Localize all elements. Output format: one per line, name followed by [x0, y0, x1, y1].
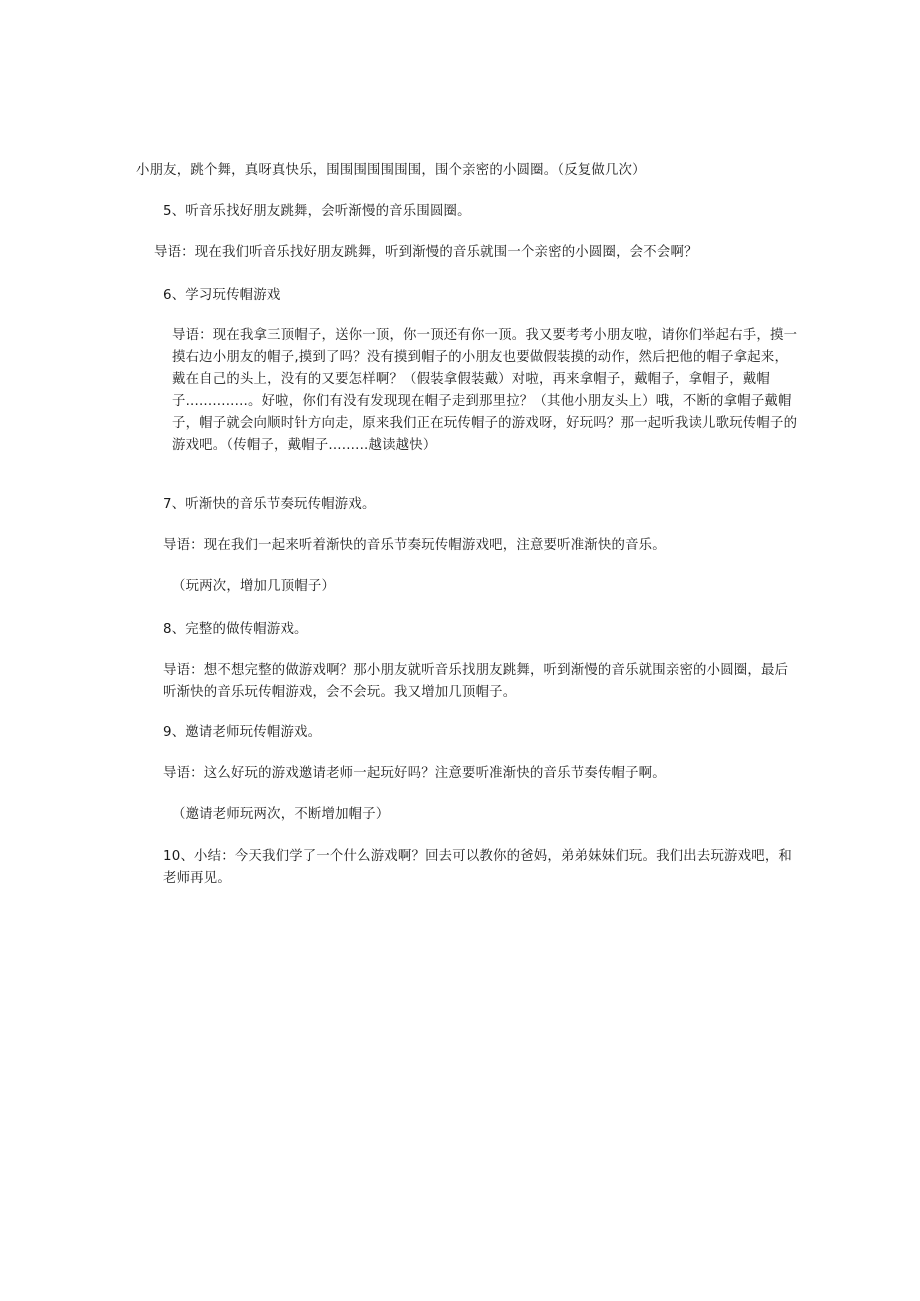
step-9-note: （邀请老师玩两次，不断增加帽子） [172, 807, 390, 822]
step-8-guide [136, 660, 796, 704]
step-7-heading: 7、听渐快的音乐节奏玩传帽游戏。 [163, 497, 376, 512]
step-9-heading: 9、邀请老师玩传帽游戏。 [163, 725, 322, 740]
step-5-heading: 5、听音乐找好朋友跳舞，会听渐慢的音乐围圆圈。 [163, 204, 471, 219]
step-10-summary-text: 10、小结：今天我们学了一个什么游戏啊？回去可以教你的爸妈，弟弟妹妹们玩。我们出去玩游戏吧，和老师再见。 [163, 849, 793, 886]
step-6-guide-text: 导语：现在我拿三顶帽子，送你一顶，你一顶还有你一顶。我又要考考小朋友啦，请你们举起右手，摸一摸右边小朋友的帽子,摸到了吗？没有摸到帽子的小朋友也要做假装摸的动作，然后把他的帽子拿起来，戴在自己的头上，没有的又要怎样啊？（假装拿假装戴）对啦，再来拿帽子，戴帽子，拿帽子，戴帽子..............。好啦，你们有没有发现现在帽子走到那里拉？（其他小朋友头上）哦，不断的拿帽子戴帽子，帽子就会向顺时针方向走，原来我们正在玩传帽子的游戏呀，好玩吗？那一起听我读儿歌玩传帽子的游戏吧。（传帽子，戴帽子.........越读越快） [172, 328, 798, 453]
step-10-summary [136, 846, 796, 890]
step-6-heading: 6、学习玩传帽游戏 [163, 288, 281, 303]
step-7-guide: 导语：现在我们一起来听着渐快的音乐节奏玩传帽游戏吧，注意要听准渐快的音乐。 [163, 538, 666, 553]
step-8-heading: 8、完整的做传帽游戏。 [163, 622, 308, 637]
step-8-guide-text: 导语：想不想完整的做游戏啊？那小朋友就听音乐找朋友跳舞，听到渐慢的音乐就围亲密的小圆圈，最后听渐快的音乐玩传帽游戏，会不会玩。我又增加几顶帽子。 [163, 663, 789, 700]
step-5-guide: 导语：现在我们听音乐找好朋友跳舞，听到渐慢的音乐就围一个亲密的小圆圈，会不会啊？ [154, 245, 698, 260]
step-7-note: （玩两次，增加几顶帽子） [172, 579, 336, 594]
step-6-guide [136, 325, 800, 457]
paragraph-song-lyrics: 小朋友，跳个舞，真呀真快乐，围围围围围围围，围个亲密的小圆圈。（反复做几次） [136, 163, 646, 178]
step-9-guide: 导语：这么好玩的游戏邀请老师一起玩好吗？注意要听准渐快的音乐节奏传帽子啊。 [163, 766, 666, 781]
